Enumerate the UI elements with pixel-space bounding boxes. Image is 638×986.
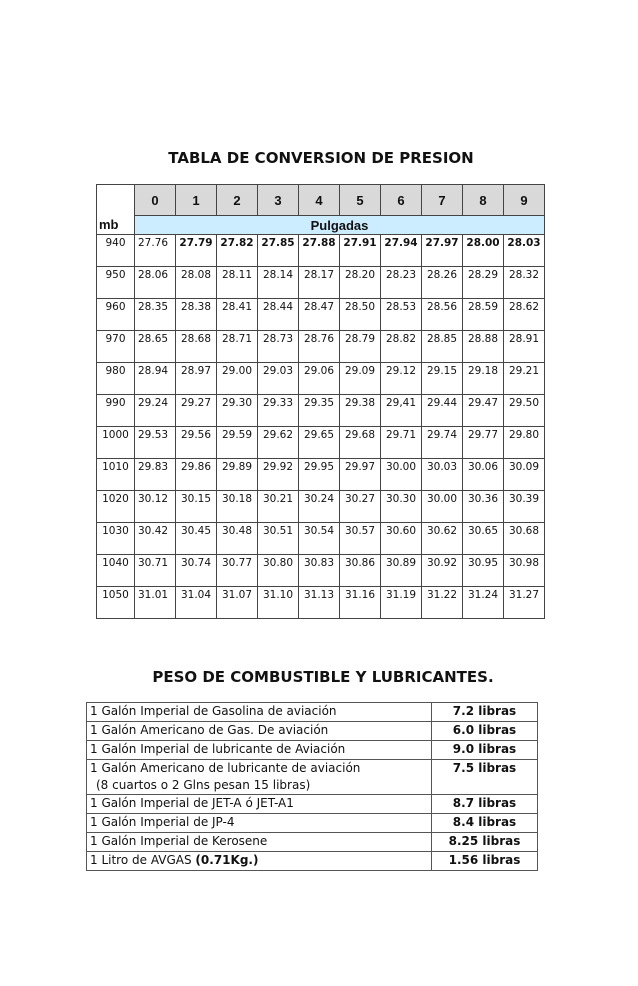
inches-value: 30.51 <box>258 523 299 555</box>
inches-value: 29,41 <box>381 395 422 427</box>
fuel-item-label: 1 Galón Imperial de lubricante de Aviación <box>90 742 346 756</box>
inches-value: 27.97 <box>422 235 463 267</box>
fuel-item-kg: (0.71Kg.) <box>195 853 259 867</box>
inches-value: 30.15 <box>176 491 217 523</box>
fuel-weight: 7.5 libras <box>432 760 538 795</box>
inches-value: 27.82 <box>217 235 258 267</box>
inches-value: 28.59 <box>463 299 504 331</box>
inches-value: 29.09 <box>340 363 381 395</box>
inches-value: 29.95 <box>299 459 340 491</box>
inches-value: 31.22 <box>422 587 463 619</box>
inches-value: 29.21 <box>504 363 545 395</box>
mb-value: 980 <box>97 363 135 395</box>
inches-value: 30.03 <box>422 459 463 491</box>
inches-value: 28.94 <box>135 363 176 395</box>
column-header: 4 <box>299 185 340 216</box>
inches-value: 28.62 <box>504 299 545 331</box>
inches-value: 30.48 <box>217 523 258 555</box>
inches-value: 29.44 <box>422 395 463 427</box>
inches-value: 29.77 <box>463 427 504 459</box>
table-row <box>97 523 545 555</box>
inches-value: 29.53 <box>135 427 176 459</box>
column-header-row <box>97 185 545 216</box>
inches-value: 29.00 <box>217 363 258 395</box>
inches-value: 28.08 <box>176 267 217 299</box>
inches-value: 30.12 <box>135 491 176 523</box>
inches-value: 28.97 <box>176 363 217 395</box>
fuel-row <box>87 703 538 722</box>
fuel-row <box>87 814 538 833</box>
fuel-weight: 8.7 libras <box>432 795 538 814</box>
inches-value: 29.06 <box>299 363 340 395</box>
inches-value: 30.95 <box>463 555 504 587</box>
column-header: 8 <box>463 185 504 216</box>
column-header: 9 <box>504 185 545 216</box>
inches-value: 30.71 <box>135 555 176 587</box>
inches-value: 27.76 <box>135 235 176 267</box>
inches-value: 28.32 <box>504 267 545 299</box>
inches-value: 28.29 <box>463 267 504 299</box>
mb-value: 1030 <box>97 523 135 555</box>
pressure-conversion-table <box>96 184 545 619</box>
fuel-weight: 7.2 libras <box>432 703 538 722</box>
inches-value: 27.94 <box>381 235 422 267</box>
inches-value: 30.80 <box>258 555 299 587</box>
inches-value: 29.86 <box>176 459 217 491</box>
fuel-item-label: 1 Galón Americano de Gas. De aviación <box>90 723 329 737</box>
fuel-item-label: 1 Litro de AVGAS <box>90 853 192 867</box>
inches-value: 30.24 <box>299 491 340 523</box>
inches-value: 28.11 <box>217 267 258 299</box>
inches-value: 29.15 <box>422 363 463 395</box>
inches-value: 28.47 <box>299 299 340 331</box>
mb-value: 1010 <box>97 459 135 491</box>
pulgadas-header: Pulgadas <box>135 216 545 235</box>
inches-value: 30.57 <box>340 523 381 555</box>
inches-value: 28.91 <box>504 331 545 363</box>
inches-value: 28.79 <box>340 331 381 363</box>
inches-value: 28.56 <box>422 299 463 331</box>
fuel-item <box>87 703 432 722</box>
inches-value: 28.68 <box>176 331 217 363</box>
inches-value: 29.03 <box>258 363 299 395</box>
inches-value: 31.24 <box>463 587 504 619</box>
inches-value: 31.04 <box>176 587 217 619</box>
fuel-weight-table <box>86 702 538 871</box>
inches-value: 28.65 <box>135 331 176 363</box>
table-row <box>97 299 545 331</box>
table-row <box>97 491 545 523</box>
corner-cell <box>97 185 135 216</box>
column-header: 1 <box>176 185 217 216</box>
inches-value: 29.92 <box>258 459 299 491</box>
column-header: 5 <box>340 185 381 216</box>
inches-value: 28.35 <box>135 299 176 331</box>
table-row <box>97 427 545 459</box>
mb-value: 1040 <box>97 555 135 587</box>
inches-value: 28.20 <box>340 267 381 299</box>
fuel-item <box>87 722 432 741</box>
fuel-row <box>87 741 538 760</box>
inches-value: 28.14 <box>258 267 299 299</box>
inches-value: 29.65 <box>299 427 340 459</box>
inches-value: 30.74 <box>176 555 217 587</box>
mb-value: 1000 <box>97 427 135 459</box>
mb-value: 970 <box>97 331 135 363</box>
table-row <box>97 587 545 619</box>
fuel-weight: 8.4 libras <box>432 814 538 833</box>
inches-value: 29.83 <box>135 459 176 491</box>
fuel-item <box>87 852 432 871</box>
mb-value: 960 <box>97 299 135 331</box>
fuel-item <box>87 833 432 852</box>
inches-value: 30.65 <box>463 523 504 555</box>
inches-value: 29.50 <box>504 395 545 427</box>
inches-value: 28.73 <box>258 331 299 363</box>
fuel-item <box>87 760 432 795</box>
fuel-weight: 8.25 libras <box>432 833 538 852</box>
inches-value: 28.41 <box>217 299 258 331</box>
inches-value: 28.38 <box>176 299 217 331</box>
fuel-row <box>87 722 538 741</box>
table-row <box>97 459 545 491</box>
inches-value: 30.92 <box>422 555 463 587</box>
mb-value: 940 <box>97 235 135 267</box>
inches-value: 30.36 <box>463 491 504 523</box>
inches-value: 29.33 <box>258 395 299 427</box>
inches-value: 30.30 <box>381 491 422 523</box>
column-header: 7 <box>422 185 463 216</box>
inches-value: 29.89 <box>217 459 258 491</box>
fuel-weight: 1.56 libras <box>432 852 538 871</box>
inches-value: 31.27 <box>504 587 545 619</box>
inches-value: 30.42 <box>135 523 176 555</box>
inches-value: 31.19 <box>381 587 422 619</box>
inches-value: 28.82 <box>381 331 422 363</box>
mb-value: 1020 <box>97 491 135 523</box>
inches-value: 29.97 <box>340 459 381 491</box>
fuel-item-label: 1 Galón Imperial de JET-A ó JET-A1 <box>90 796 294 810</box>
column-header: 3 <box>258 185 299 216</box>
inches-value: 30.06 <box>463 459 504 491</box>
fuel-weight: 6.0 libras <box>432 722 538 741</box>
inches-value: 28.26 <box>422 267 463 299</box>
inches-value: 30.89 <box>381 555 422 587</box>
column-header: 6 <box>381 185 422 216</box>
table-row <box>97 331 545 363</box>
inches-value: 30.21 <box>258 491 299 523</box>
inches-value: 31.01 <box>135 587 176 619</box>
inches-value: 29.38 <box>340 395 381 427</box>
column-header: 2 <box>217 185 258 216</box>
unit-header-row <box>97 216 545 235</box>
inches-value: 29.68 <box>340 427 381 459</box>
inches-value: 29.12 <box>381 363 422 395</box>
inches-value: 30.60 <box>381 523 422 555</box>
inches-value: 31.16 <box>340 587 381 619</box>
mb-header: mb <box>97 216 135 235</box>
fuel-item-label: 1 Galón Americano de lubricante de aviación <box>90 761 361 775</box>
inches-value: 28.50 <box>340 299 381 331</box>
inches-value: 30.18 <box>217 491 258 523</box>
inches-value: 28.44 <box>258 299 299 331</box>
fuel-item-label: 1 Galón Imperial de JP-4 <box>90 815 235 829</box>
inches-value: 30.86 <box>340 555 381 587</box>
inches-value: 31.07 <box>217 587 258 619</box>
table-row <box>97 395 545 427</box>
inches-value: 27.85 <box>258 235 299 267</box>
fuel-item <box>87 741 432 760</box>
inches-value: 27.79 <box>176 235 217 267</box>
inches-value: 29.80 <box>504 427 545 459</box>
fuel-row <box>87 795 538 814</box>
table-row <box>97 363 545 395</box>
fuel-item <box>87 795 432 814</box>
inches-value: 28.03 <box>504 235 545 267</box>
fuel-item-label: 1 Galón Imperial de Kerosene <box>90 834 268 848</box>
fuel-row <box>87 852 538 871</box>
inches-value: 28.85 <box>422 331 463 363</box>
table-row <box>97 235 545 267</box>
fuel-item-note: (8 cuartos o 2 Glns pesan 15 libras) <box>96 778 311 792</box>
column-header: 0 <box>135 185 176 216</box>
inches-value: 29.59 <box>217 427 258 459</box>
inches-value: 30.77 <box>217 555 258 587</box>
inches-value: 28.76 <box>299 331 340 363</box>
inches-value: 28.53 <box>381 299 422 331</box>
inches-value: 30.62 <box>422 523 463 555</box>
inches-value: 28.00 <box>463 235 504 267</box>
inches-value: 28.88 <box>463 331 504 363</box>
inches-value: 31.10 <box>258 587 299 619</box>
fuel-row <box>87 760 538 795</box>
inches-value: 27.91 <box>340 235 381 267</box>
inches-value: 28.23 <box>381 267 422 299</box>
inches-value: 27.88 <box>299 235 340 267</box>
inches-value: 28.71 <box>217 331 258 363</box>
inches-value: 29.71 <box>381 427 422 459</box>
inches-value: 30.68 <box>504 523 545 555</box>
fuel-weight: 9.0 libras <box>432 741 538 760</box>
inches-value: 30.39 <box>504 491 545 523</box>
inches-value: 29.62 <box>258 427 299 459</box>
fuel-row <box>87 833 538 852</box>
mb-value: 990 <box>97 395 135 427</box>
fuel-table-title: PESO DE COMBUSTIBLE Y LUBRICANTES. <box>152 668 494 686</box>
inches-value: 30.00 <box>381 459 422 491</box>
inches-value: 29.56 <box>176 427 217 459</box>
mb-value: 950 <box>97 267 135 299</box>
inches-value: 30.09 <box>504 459 545 491</box>
inches-value: 29.18 <box>463 363 504 395</box>
inches-value: 29.35 <box>299 395 340 427</box>
inches-value: 29.24 <box>135 395 176 427</box>
inches-value: 30.45 <box>176 523 217 555</box>
table-row <box>97 267 545 299</box>
mb-value: 1050 <box>97 587 135 619</box>
inches-value: 30.27 <box>340 491 381 523</box>
inches-value: 30.98 <box>504 555 545 587</box>
inches-value: 29.27 <box>176 395 217 427</box>
inches-value: 29.47 <box>463 395 504 427</box>
inches-value: 30.83 <box>299 555 340 587</box>
inches-value: 30.00 <box>422 491 463 523</box>
fuel-item <box>87 814 432 833</box>
inches-value: 30.54 <box>299 523 340 555</box>
fuel-item-label: 1 Galón Imperial de Gasolina de aviación <box>90 704 337 718</box>
pressure-table-title: TABLA DE CONVERSION DE PRESION <box>168 149 474 167</box>
table-row <box>97 555 545 587</box>
inches-value: 31.13 <box>299 587 340 619</box>
inches-value: 28.06 <box>135 267 176 299</box>
inches-value: 28.17 <box>299 267 340 299</box>
inches-value: 29.74 <box>422 427 463 459</box>
inches-value: 29.30 <box>217 395 258 427</box>
